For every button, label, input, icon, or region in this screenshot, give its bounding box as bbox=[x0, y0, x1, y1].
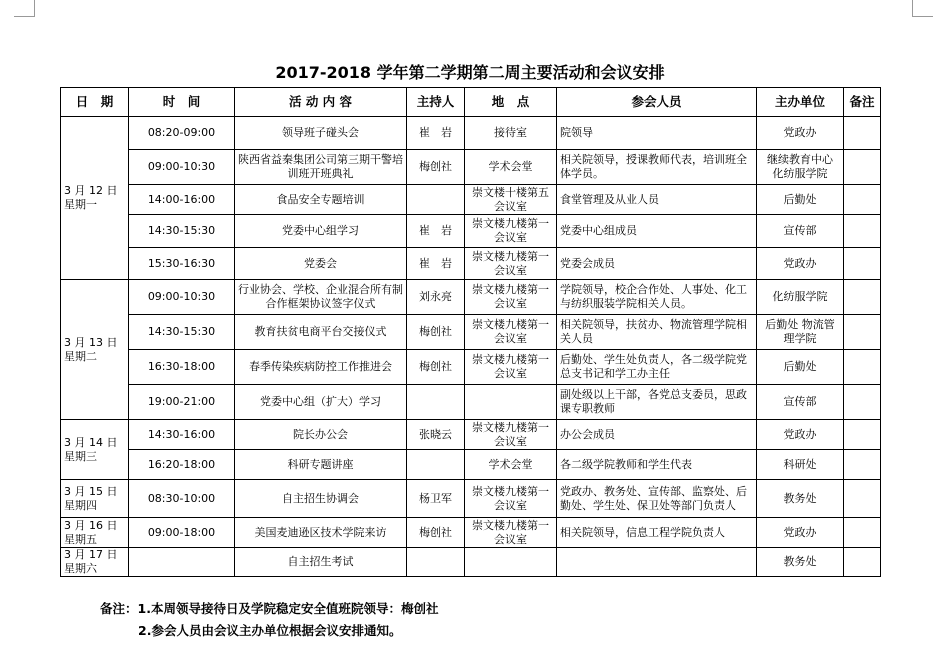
activity-cell: 行业协会、学校、企业混合所有制合作框架协议签字仪式 bbox=[235, 280, 407, 315]
header-organizer: 主办单位 bbox=[757, 88, 844, 117]
schedule-table bbox=[60, 87, 881, 577]
host-cell: 崔 岩 bbox=[407, 215, 465, 248]
location-cell: 崇文楼九楼第一会议室 bbox=[465, 480, 557, 518]
time-cell: 08:30-10:00 bbox=[129, 480, 235, 518]
table-row bbox=[61, 185, 881, 215]
time-cell bbox=[129, 548, 235, 577]
activity-cell: 食品安全专题培训 bbox=[235, 185, 407, 215]
organizer-cell: 继续教育中心 化纺服学院 bbox=[757, 150, 844, 185]
location-cell bbox=[465, 385, 557, 420]
organizer-cell: 教务处 bbox=[757, 548, 844, 577]
note-1: 备注：1.本周领导接待日及学院稳定安全值班院领导：梅创社 bbox=[100, 601, 439, 616]
activity-cell: 教育扶贫电商平台交接仪式 bbox=[235, 315, 407, 350]
table-row bbox=[61, 420, 881, 450]
table-row bbox=[61, 450, 881, 480]
document-title: 2017-2018 学年第二学期第二周主要活动和会议安排 bbox=[275, 63, 665, 82]
remarks-cell bbox=[844, 280, 881, 315]
organizer-cell: 后勤处 bbox=[757, 185, 844, 215]
page-corner-mark-left bbox=[14, 0, 35, 17]
host-cell: 崔 岩 bbox=[407, 117, 465, 150]
time-cell: 14:30-16:00 bbox=[129, 420, 235, 450]
activity-cell: 科研专题讲座 bbox=[235, 450, 407, 480]
organizer-cell: 党政办 bbox=[757, 518, 844, 548]
table-header-row bbox=[61, 88, 881, 117]
date-label: 3 月 17 日 bbox=[64, 548, 118, 561]
location-cell: 学术会堂 bbox=[465, 150, 557, 185]
note-2: 2.参会人员由会议主办单位根据会议安排通知。 bbox=[138, 623, 402, 638]
activity-cell: 美国麦迪逊区技术学院来访 bbox=[235, 518, 407, 548]
host-cell: 杨卫军 bbox=[407, 480, 465, 518]
table-row bbox=[61, 117, 881, 150]
weekday-label: 星期二 bbox=[64, 349, 97, 363]
date-label: 3 月 12 日 bbox=[64, 184, 118, 197]
weekday-label: 星期五 bbox=[64, 532, 97, 546]
activity-cell: 党委会 bbox=[235, 248, 407, 280]
header-date: 日 期 bbox=[61, 88, 129, 117]
date-label: 3 月 13 日 bbox=[64, 335, 118, 349]
organizer-cell: 党政办 bbox=[757, 248, 844, 280]
location-cell: 接待室 bbox=[465, 117, 557, 150]
remarks-cell bbox=[844, 117, 881, 150]
activity-cell: 党委中心组（扩大）学习 bbox=[235, 385, 407, 420]
remarks-cell bbox=[844, 450, 881, 480]
date-cell bbox=[61, 280, 129, 420]
weekday-label: 星期三 bbox=[64, 449, 97, 463]
table-row bbox=[61, 315, 881, 350]
page-corner-mark-right bbox=[912, 0, 933, 17]
time-cell: 14:00-16:00 bbox=[129, 185, 235, 215]
remarks-cell bbox=[844, 350, 881, 385]
table-row bbox=[61, 248, 881, 280]
table-row bbox=[61, 518, 881, 548]
participants-cell: 党委中心组成员 bbox=[557, 215, 757, 248]
location-cell: 崇文楼十楼第五会议室 bbox=[465, 185, 557, 215]
remarks-cell bbox=[844, 215, 881, 248]
table-row bbox=[61, 548, 881, 577]
date-cell bbox=[61, 518, 129, 548]
remarks-cell bbox=[844, 315, 881, 350]
organizer-cell: 后勤处 物流管理学院 bbox=[757, 315, 844, 350]
participants-cell: 食堂管理及从业人员 bbox=[557, 185, 757, 215]
date-label: 3 月 16 日 bbox=[64, 518, 118, 532]
activity-cell: 院长办公会 bbox=[235, 420, 407, 450]
header-remarks: 备注 bbox=[844, 88, 881, 117]
host-cell bbox=[407, 548, 465, 577]
header-activity: 活 动 内 容 bbox=[235, 88, 407, 117]
remarks-cell bbox=[844, 385, 881, 420]
participants-cell: 党政办、教务处、宣传部、监察处、后勤处、学生处、保卫处等部门负责人 bbox=[557, 480, 757, 518]
activity-cell: 领导班子碰头会 bbox=[235, 117, 407, 150]
participants-cell: 相关院领导，授课教师代表，培训班全体学员。 bbox=[557, 150, 757, 185]
schedule-body bbox=[61, 117, 881, 577]
location-cell bbox=[465, 548, 557, 577]
time-cell: 14:30-15:30 bbox=[129, 315, 235, 350]
weekday-label: 星期六 bbox=[64, 562, 97, 575]
header-participants: 参会人员 bbox=[557, 88, 757, 117]
location-cell: 崇文楼九楼第一会议室 bbox=[465, 280, 557, 315]
time-cell: 09:00-10:30 bbox=[129, 280, 235, 315]
organizer-cell: 后勤处 bbox=[757, 350, 844, 385]
time-cell: 19:00-21:00 bbox=[129, 385, 235, 420]
remarks-cell bbox=[844, 420, 881, 450]
table-row bbox=[61, 350, 881, 385]
header-location: 地 点 bbox=[465, 88, 557, 117]
participants-cell: 办公会成员 bbox=[557, 420, 757, 450]
location-cell: 崇文楼九楼第一会议室 bbox=[465, 350, 557, 385]
table-row bbox=[61, 480, 881, 518]
weekday-label: 星期一 bbox=[64, 198, 97, 211]
organizer-cell: 宣传部 bbox=[757, 385, 844, 420]
participants-cell: 各二级学院教师和学生代表 bbox=[557, 450, 757, 480]
activity-cell: 春季传染疾病防控工作推进会 bbox=[235, 350, 407, 385]
participants-cell: 学院领导，校企合作处、人事处、化工与纺织服装学院相关人员。 bbox=[557, 280, 757, 315]
participants-cell: 副处级以上干部，各党总支委员，思政课专职教师 bbox=[557, 385, 757, 420]
host-cell: 刘永亮 bbox=[407, 280, 465, 315]
host-cell: 梅创社 bbox=[407, 518, 465, 548]
time-cell: 08:20-09:00 bbox=[129, 117, 235, 150]
location-cell: 崇文楼九楼第一会议室 bbox=[465, 420, 557, 450]
participants-cell: 院领导 bbox=[557, 117, 757, 150]
organizer-cell: 化纺服学院 bbox=[757, 280, 844, 315]
activity-cell: 党委中心组学习 bbox=[235, 215, 407, 248]
table-row bbox=[61, 215, 881, 248]
organizer-cell: 宣传部 bbox=[757, 215, 844, 248]
date-cell bbox=[61, 548, 129, 577]
host-cell: 崔 岩 bbox=[407, 248, 465, 280]
host-cell bbox=[407, 185, 465, 215]
activity-cell: 自主招生考试 bbox=[235, 548, 407, 577]
remarks-cell bbox=[844, 518, 881, 548]
activity-cell: 陕西省益秦集团公司第三期干警培训班开班典礼 bbox=[235, 150, 407, 185]
time-cell: 09:00-18:00 bbox=[129, 518, 235, 548]
time-cell: 16:30-18:00 bbox=[129, 350, 235, 385]
date-cell bbox=[61, 117, 129, 280]
participants-cell: 后勤处、学生处负责人，各二级学院党总支书记和学工办主任 bbox=[557, 350, 757, 385]
participants-cell: 党委会成员 bbox=[557, 248, 757, 280]
remarks-cell bbox=[844, 248, 881, 280]
date-label: 3 月 15 日 bbox=[64, 484, 118, 498]
location-cell: 崇文楼九楼第一会议室 bbox=[465, 248, 557, 280]
activity-cell: 自主招生协调会 bbox=[235, 480, 407, 518]
organizer-cell: 党政办 bbox=[757, 420, 844, 450]
header-time: 时 间 bbox=[129, 88, 235, 117]
location-cell: 崇文楼九楼第一会议室 bbox=[465, 215, 557, 248]
table-row bbox=[61, 150, 881, 185]
remarks-cell bbox=[844, 548, 881, 577]
date-cell bbox=[61, 480, 129, 518]
time-cell: 09:00-10:30 bbox=[129, 150, 235, 185]
remarks-cell bbox=[844, 150, 881, 185]
host-cell: 梅创社 bbox=[407, 315, 465, 350]
notes bbox=[100, 598, 438, 642]
participants-cell: 相关院领导，扶贫办、物流管理学院相关人员 bbox=[557, 315, 757, 350]
remarks-cell bbox=[844, 480, 881, 518]
date-label: 3 月 14 日 bbox=[64, 435, 118, 449]
location-cell: 学术会堂 bbox=[465, 450, 557, 480]
table-row bbox=[61, 385, 881, 420]
date-cell bbox=[61, 420, 129, 480]
time-cell: 15:30-16:30 bbox=[129, 248, 235, 280]
time-cell: 16:20-18:00 bbox=[129, 450, 235, 480]
organizer-cell: 教务处 bbox=[757, 480, 844, 518]
organizer-cell: 科研处 bbox=[757, 450, 844, 480]
host-cell: 张晓云 bbox=[407, 420, 465, 450]
host-cell bbox=[407, 385, 465, 420]
host-cell: 梅创社 bbox=[407, 150, 465, 185]
host-cell: 梅创社 bbox=[407, 350, 465, 385]
participants-cell bbox=[557, 548, 757, 577]
time-cell: 14:30-15:30 bbox=[129, 215, 235, 248]
organizer-cell: 党政办 bbox=[757, 117, 844, 150]
weekday-label: 星期四 bbox=[64, 498, 97, 512]
location-cell: 崇文楼九楼第一会议室 bbox=[465, 315, 557, 350]
location-cell: 崇文楼九楼第一会议室 bbox=[465, 518, 557, 548]
host-cell bbox=[407, 450, 465, 480]
participants-cell: 相关院领导，信息工程学院负责人 bbox=[557, 518, 757, 548]
header-host: 主持人 bbox=[407, 88, 465, 117]
remarks-cell bbox=[844, 185, 881, 215]
table-row bbox=[61, 280, 881, 315]
